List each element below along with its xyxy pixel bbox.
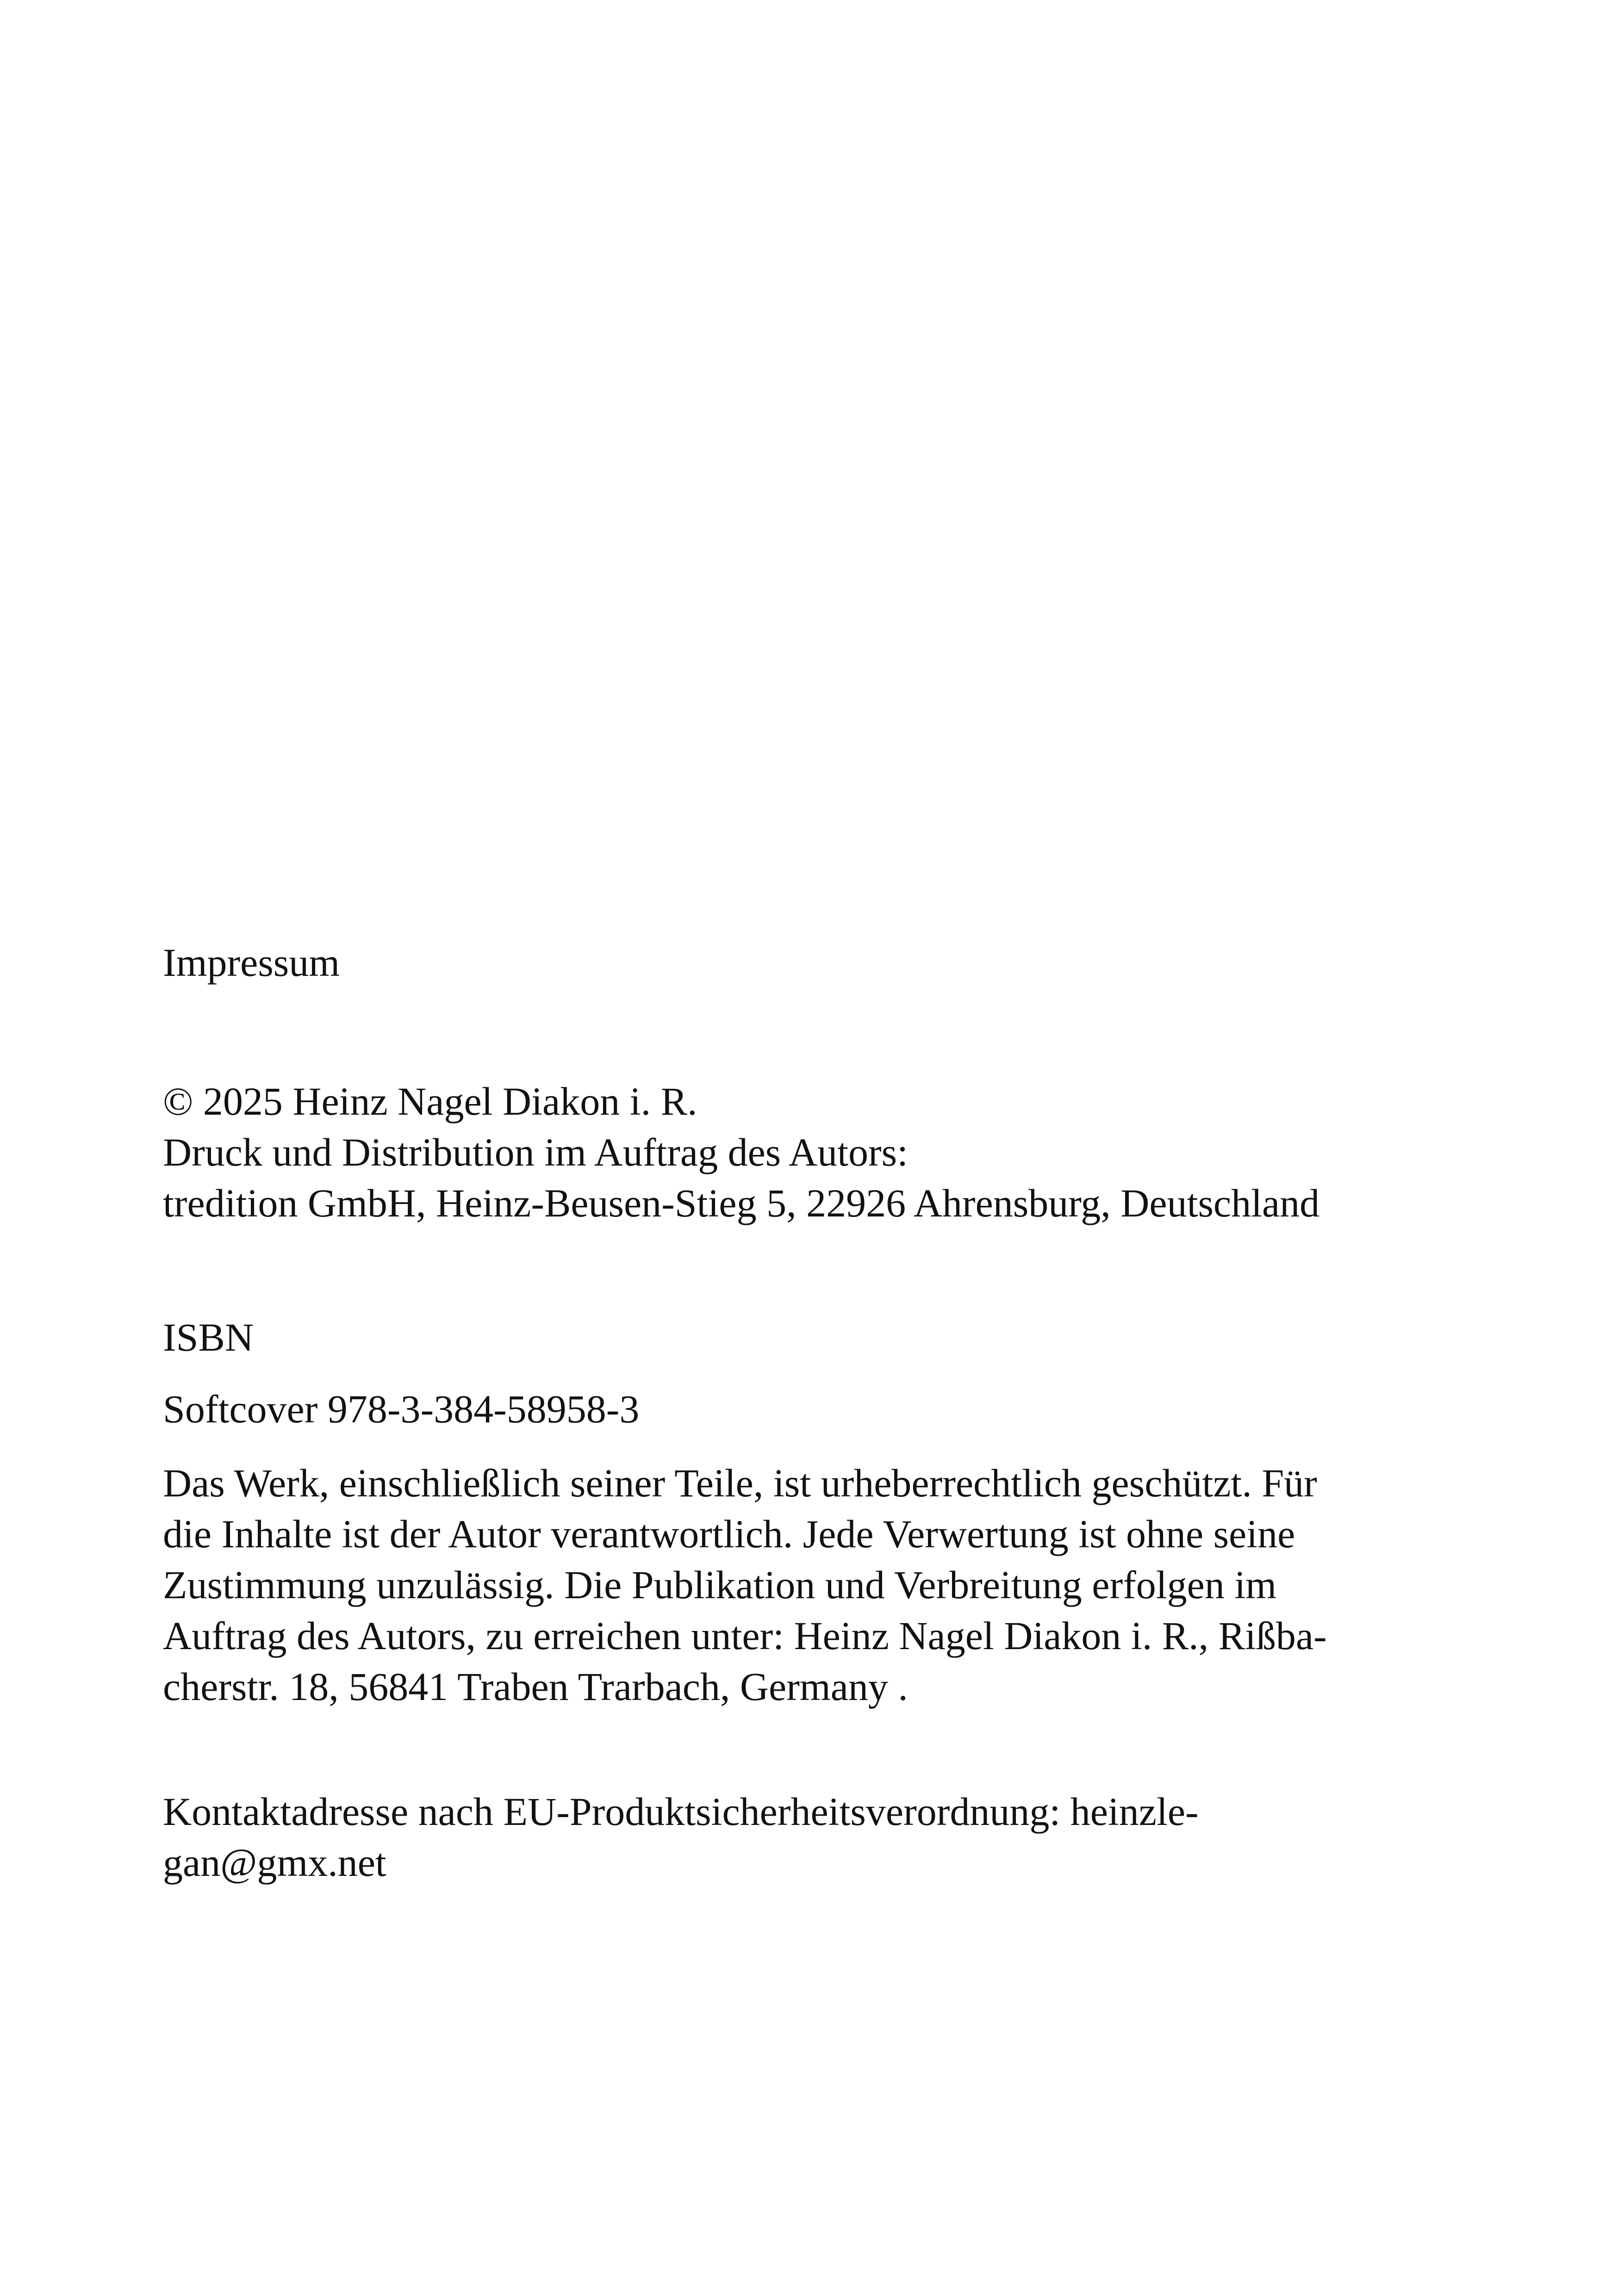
rights-line: Auftrag des Autors, zu erreichen unter: Heinz Nagel Diakon i. R., Rißba- <box>163 1613 1327 1658</box>
softcover-isbn: Softcover 978-3-384-58958-3 <box>163 1387 640 1431</box>
copyright-line: © 2025 Heinz Nagel Diakon i. R. <box>163 1079 697 1123</box>
print-distribution-line: Druck und Distribution im Auftrag des Autors: <box>163 1130 908 1174</box>
rights-line: Das Werk, einschließlich seiner Teile, ist urheberrechtlich geschützt. Für <box>163 1461 1317 1505</box>
contact-line: Kontaktadresse nach EU-Produktsicherheitsverordnung: heinzle- <box>163 1789 1199 1834</box>
isbn-label: ISBN <box>163 1315 254 1359</box>
rights-line: cherstr. 18, 56841 Traben Trarbach, Germany . <box>163 1664 908 1709</box>
publisher-address: tredition GmbH, Heinz-Beusen-Stieg 5, 22926 Ahrensburg, Deutschland <box>163 1181 1320 1225</box>
contact-line: gan@gmx.net <box>163 1840 386 1885</box>
rights-line: die Inhalte ist der Autor verantwortlich. Jede Verwertung ist ohne seine <box>163 1512 1295 1556</box>
imprint-heading: Impressum <box>163 940 340 985</box>
rights-line: Zustimmung unzulässig. Die Publikation und Verbreitung erfolgen im <box>163 1563 1277 1607</box>
